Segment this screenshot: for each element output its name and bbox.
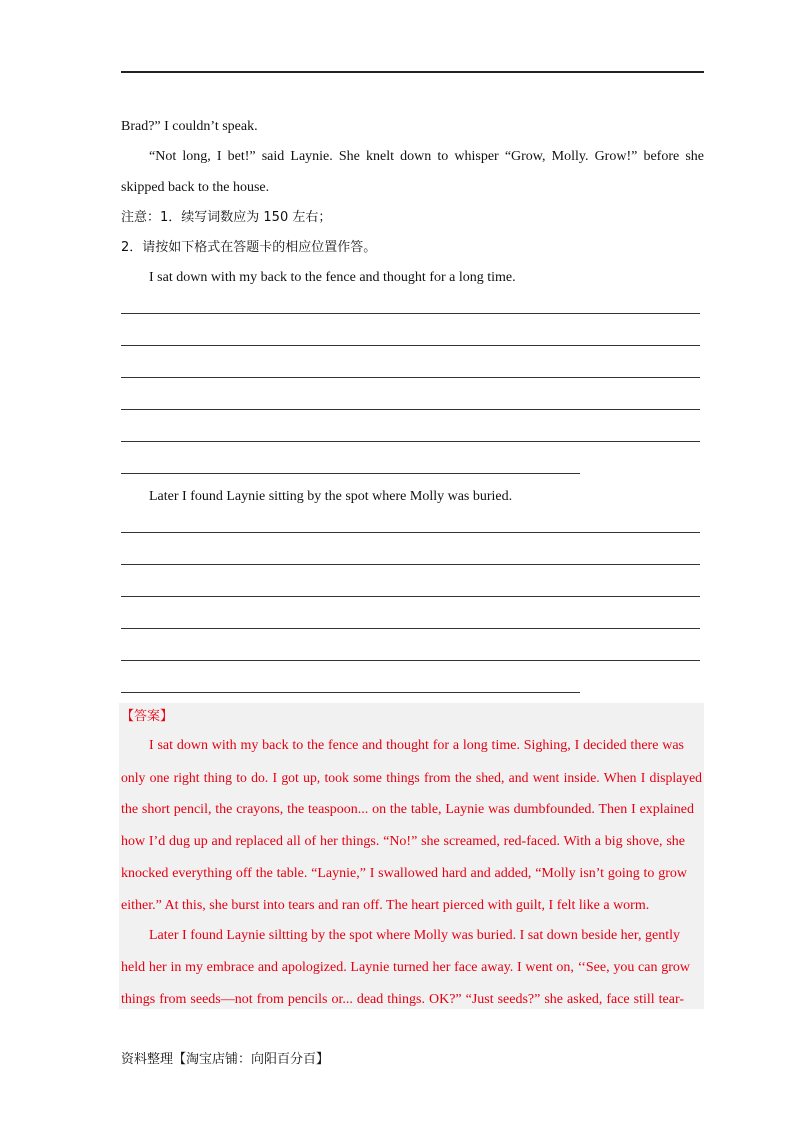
story-line-1: Brad?” I couldn’t speak. xyxy=(121,119,258,134)
answer-line: things from seeds—not from pencils or... dead things. OK?” “Just seeds?” she asked, face still tear- xyxy=(121,992,684,1007)
answer-blank-line xyxy=(121,313,700,314)
answer-line: the short pencil, the crayons, the teaspoon... on the table, Laynie was dumbfounded. Then I explained xyxy=(121,802,694,817)
answer-blank-line xyxy=(121,692,580,693)
answer-line: held her in my embrace and apologized. Laynie turned her face away. I went on, ‘‘See, you can grow xyxy=(121,960,690,975)
answer-blank-line xyxy=(121,409,700,410)
answer-line: either.” At this, she burst into tears and ran off. The heart pierced with guilt, I felt like a worm. xyxy=(121,898,650,913)
answer-blank-line xyxy=(121,345,700,346)
answer-line: knocked everything off the table. “Laynie,” I swallowed hard and added, “Molly isn’t going to grow xyxy=(121,866,687,881)
answer-line: only one right thing to do. I got up, took some things from the shed, and went inside. When I displayed xyxy=(121,770,702,785)
answer-blank-line xyxy=(121,377,700,378)
story-line-2: “Not long, I bet!” said Laynie. She knelt down to whisper “Grow, Molly. Grow!” before she xyxy=(149,149,704,164)
answer-label: 【答案】 xyxy=(121,709,174,724)
note-line-1: 注意：1．续写词数应为 150 左右； xyxy=(121,210,332,225)
answer-blank-line xyxy=(121,596,700,597)
header-rule xyxy=(121,71,704,73)
story-line-3: skipped back to the house. xyxy=(121,180,270,195)
answer-blank-line xyxy=(121,564,700,565)
answer-line: how I’d dug up and replaced all of her things. “No!” she screamed, red-faced. With a big shove, she xyxy=(121,834,685,849)
continuation-prompt-2: Later I found Laynie sitting by the spot where Molly was buried. xyxy=(149,489,513,504)
answer-line: I sat down with my back to the fence and thought for a long time. Sighing, I decided there was xyxy=(149,738,684,753)
answer-blank-line xyxy=(121,628,700,629)
answer-blank-line xyxy=(121,441,700,442)
answer-blank-line xyxy=(121,660,700,661)
answer-line: Later I found Laynie siltting by the spot where Molly was buried. I sat down beside her, gently xyxy=(149,928,680,943)
answer-blank-line xyxy=(121,473,580,474)
note-line-2: 2．请按如下格式在答题卡的相应位置作答。 xyxy=(121,240,377,255)
continuation-prompt-1: I sat down with my back to the fence and thought for a long time. xyxy=(149,270,516,285)
footer-source: 资料整理【淘宝店铺：向阳百分百】 xyxy=(121,1052,330,1067)
answer-blank-line xyxy=(121,532,700,533)
